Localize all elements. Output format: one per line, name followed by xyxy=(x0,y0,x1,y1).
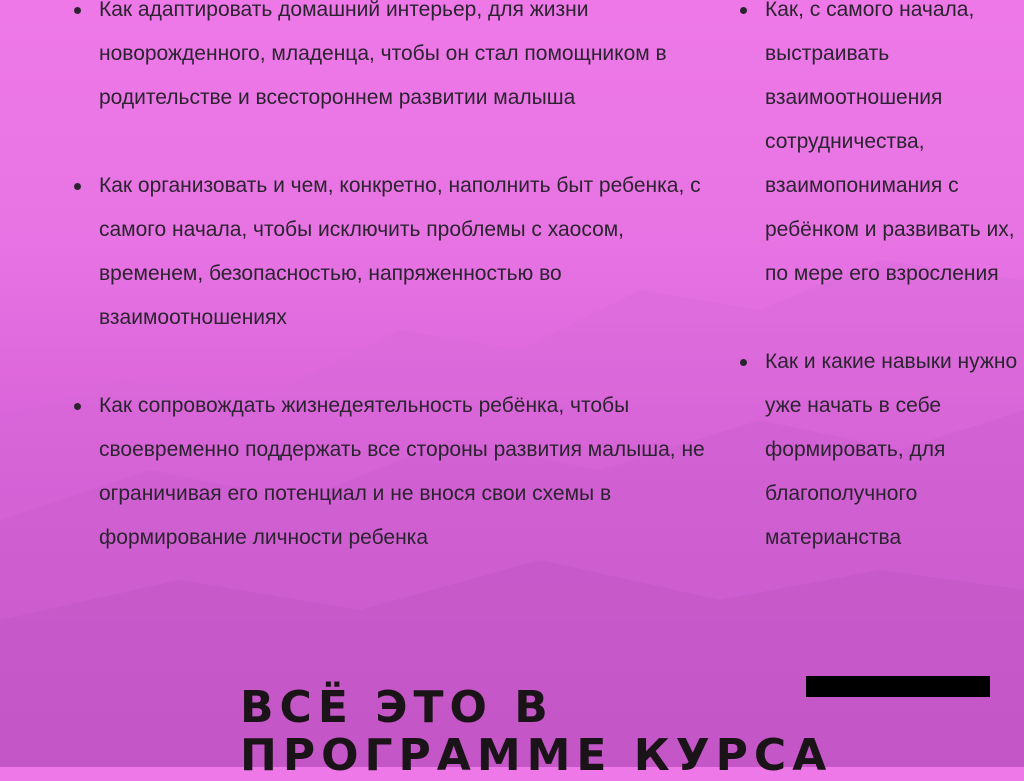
left-bullet-list xyxy=(72,0,722,560)
right-bullet-list xyxy=(738,0,1023,560)
list-item-text: Как организовать и чем, конкретно, наполнить быт ребенка, с самого начала, чтобы исключить проблемы с хаосом, временем, безопасностью, напряженностью во взаимоотношениях xyxy=(99,174,701,329)
headline xyxy=(240,684,832,780)
list-item-text: Как, с самого начала, выстраивать взаимоотношения сотрудничества, взаимопонимания с ребёнком и развивать их, по мере его взросления xyxy=(765,0,1015,285)
list-item xyxy=(72,384,722,560)
decorative-bar xyxy=(806,676,990,697)
list-item xyxy=(738,0,1023,296)
headline-line-2: ПРОГРАММЕ КУРСА xyxy=(240,730,833,781)
list-item-text: Как адаптировать домашний интерьер, для жизни новорожденного, младенца, чтобы он стал помощником в родительстве и всестороннем развитии малыша xyxy=(99,0,667,109)
list-item xyxy=(72,0,722,120)
list-item xyxy=(738,340,1023,560)
list-item-text: Как и какие навыки нужно уже начать в себе формировать, для благополучного материанства xyxy=(765,350,1018,549)
headline-line-1: ВСЁ ЭТО В xyxy=(240,682,554,733)
list-item xyxy=(72,164,722,340)
list-item-text: Как сопровождать жизнедеятельность ребёнка, чтобы своевременно поддержать все стороны развития малыша, не ограничивая его потенциал и не внося свои схемы в формирование личности ребенка xyxy=(99,394,705,549)
